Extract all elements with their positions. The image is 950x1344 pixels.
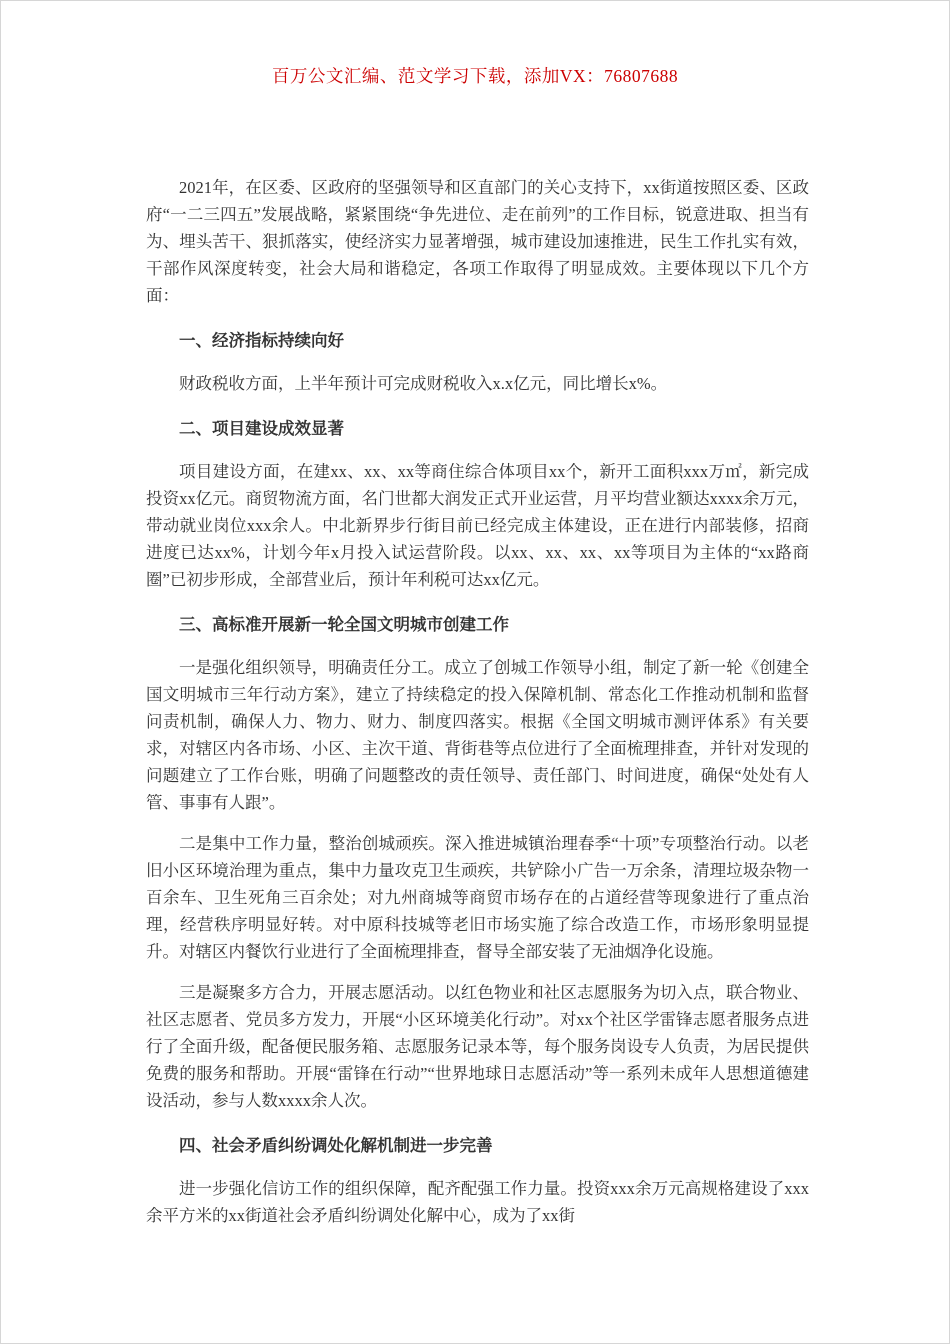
document-body xyxy=(1,174,949,1229)
promo-banner: 百万公文汇编、范文学习下载，添加VX：76807688 xyxy=(271,66,679,86)
section-3-paragraph-2: 二是集中工作力量，整治创城顽疾。深入推进城镇治理春季“十项”专项整治行动。以老旧小区环境治理为重点，集中力量攻克卫生顽疾，共铲除小广告一万余条，清理垃圾杂物一百余车、卫生死角三百余处；对九州商城等商贸市场存在的占道经营等现象进行了重点治理，经营秩序明显好转。对中原科技城等老旧市场实施了综合改造工作，市场形象明显提升。对辖区内餐饮行业进行了全面梳理排查，督导全部安装了无油烟净化设施。 xyxy=(146,834,809,961)
section-1-paragraph: 财政税收方面，上半年预计可完成财税收入x.x亿元，同比增长x%。 xyxy=(179,374,668,393)
section-heading-2: 二、项目建设成效显著 xyxy=(179,419,344,438)
intro-paragraph: 2021年，在区委、区政府的坚强领导和区直部门的关心支持下，xx街道按照区委、区政府“一二三四五”发展战略，紧紧围绕“争先进位、走在前列”的工作目标，锐意进取、担当有为、埋头苦干、狠抓落实，使经济实力显著增强，城市建设加速推进，民生工作扎实有效，干部作风深度转变，社会大局和谐稳定，各项工作取得了明显成效。主要体现以下几个方面： xyxy=(146,178,809,305)
section-4-paragraph: 进一步强化信访工作的组织保障，配齐配强工作力量。投资xxx余万元高规格建设了xxx余平方米的xx街道社会矛盾纠纷调处化解中心，成为了xx街 xyxy=(146,1179,809,1225)
section-heading-3: 三、高标准开展新一轮全国文明城市创建工作 xyxy=(179,615,509,634)
section-heading-4: 四、社会矛盾纠纷调处化解机制进一步完善 xyxy=(179,1136,493,1155)
section-heading-1: 一、经济指标持续向好 xyxy=(179,331,344,350)
section-3-paragraph-1: 一是强化组织领导，明确责任分工。成立了创城工作领导小组，制定了新一轮《创建全国文明城市三年行动方案》，建立了持续稳定的投入保障机制、常态化工作推动机制和监督问责机制，确保人力、物力、财力、制度四落实。根据《全国文明城市测评体系》有关要求，对辖区内各市场、小区、主次干道、背街巷等点位进行了全面梳理排查，并针对发现的问题建立了工作台账，明确了问题整改的责任领导、责任部门、时间进度，确保“处处有人管、事事有人跟”。 xyxy=(146,658,809,812)
section-3-paragraph-3: 三是凝聚多方合力，开展志愿活动。以红色物业和社区志愿服务为切入点，联合物业、社区志愿者、党员多方发力，开展“小区环境美化行动”。对xx个社区学雷锋志愿者服务点进行了全面升级，配备便民服务箱、志愿服务记录本等，每个服务岗设专人负责，为居民提供免费的服务和帮助。开展“雷锋在行动”“世界地球日志愿活动”等一系列未成年人思想道德建设活动，参与人数xxxx余人次。 xyxy=(146,983,809,1110)
section-2-paragraph: 项目建设方面，在建xx、xx、xx等商住综合体项目xx个，新开工面积xxx万㎡，新完成投资xx亿元。商贸物流方面，名门世都大润发正式开业运营，月平均营业额达xxxx余万元，带动就业岗位xxx余人。中北新界步行街目前已经完成主体建设，正在进行内部装修，招商进度已达xx%，计划今年x月投入试运营阶段。以xx、xx、xx、xx等项目为主体的“xx路商圈”已初步形成，全部营业后，预计年利税可达xx亿元。 xyxy=(146,462,809,589)
